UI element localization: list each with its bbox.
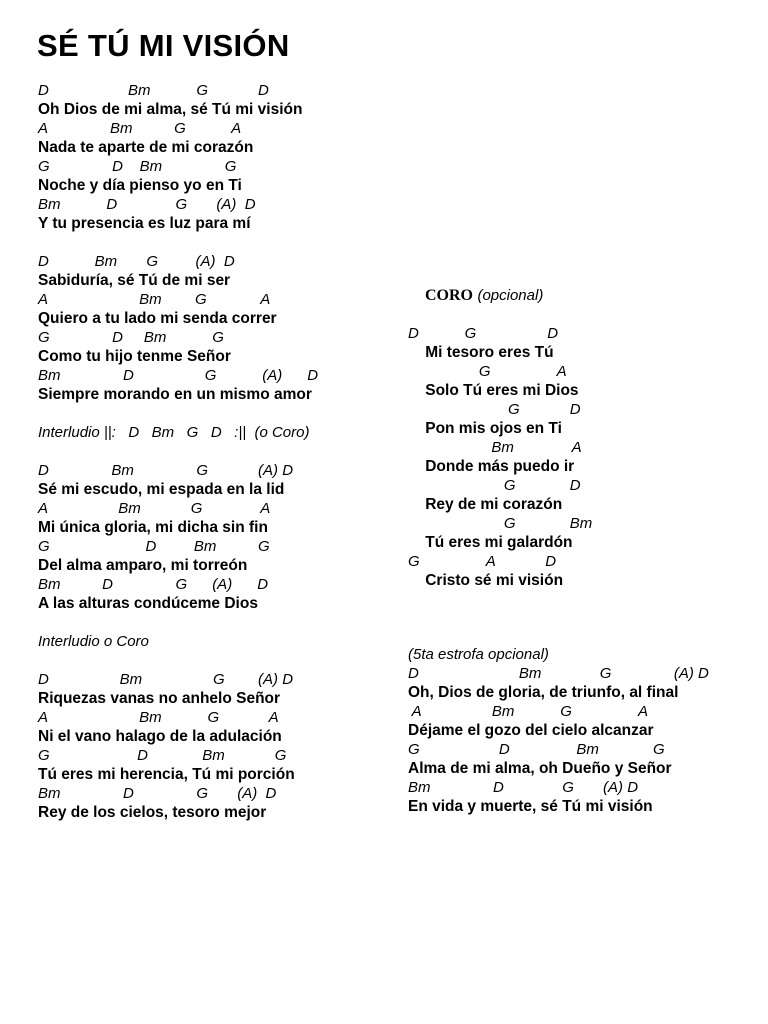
chord-line: D Bm G (A) D	[38, 253, 235, 270]
chorus-header	[408, 286, 748, 305]
chord-line: G D Bm G	[38, 158, 237, 175]
chord-line: D Bm G (A) D	[408, 665, 709, 682]
lyric-line: Sabiduría, sé Tú de mi ser	[38, 272, 231, 289]
spacer	[38, 233, 378, 252]
lyric-line: Nada te aparte de mi corazón	[38, 139, 254, 156]
lyric-line: Tú eres mi herencia, Tú mi porción	[38, 766, 295, 783]
lyric-line: A las alturas condúceme Dios	[38, 595, 258, 612]
spacer	[38, 613, 378, 632]
lyric-line: Oh Dios de mi alma, sé Tú mi visión	[38, 101, 303, 118]
chord-line: A Bm G A	[408, 703, 649, 720]
spacer	[38, 442, 378, 461]
chord-line: Bm A	[408, 439, 582, 456]
chord-line: D Bm G (A) D	[38, 462, 294, 479]
lyric-line: Rey de mi corazón	[408, 496, 563, 513]
chord-line: D G D	[408, 325, 559, 342]
lyric-line: Como tu hijo tenme Señor	[38, 348, 231, 365]
lyric-line: Oh, Dios de gloria, de triunfo, al final	[408, 684, 679, 701]
lyric-line: Solo Tú eres mi Dios	[408, 382, 579, 399]
note-line: (5ta estrofa opcional)	[408, 646, 549, 663]
lyric-line: Tú eres mi galardón	[408, 534, 573, 551]
chord-line: D Bm G D	[38, 82, 269, 99]
lyric-line: Cristo sé mi visión	[408, 572, 564, 589]
chorus-subtitle: (opcional)	[477, 287, 544, 304]
chorus-lines	[408, 324, 748, 590]
lyric-line: Del alma amparo, mi torreón	[38, 557, 248, 574]
lyric-line: Y tu presencia es luz para mí	[38, 215, 251, 232]
lyric-line: Mi única gloria, mi dicha sin fin	[38, 519, 268, 536]
lyric-line: Mi tesoro eres Tú	[408, 344, 554, 361]
lyric-line: Pon mis ojos en Ti	[408, 420, 562, 437]
chord-line: G Bm	[408, 515, 593, 532]
chord-line: G A D	[408, 553, 557, 570]
chord-line: G D Bm G	[38, 747, 287, 764]
lyric-line: Déjame el gozo del cielo alcanzar	[408, 722, 654, 739]
chord-line: Bm D G (A) D	[38, 785, 277, 802]
lyric-line: Riquezas vanas no anhelo Señor	[38, 690, 281, 707]
lyric-line: Noche y día pienso yo en Ti	[38, 177, 242, 194]
chord-line: A Bm G A	[38, 291, 271, 308]
chord-line: G D	[408, 401, 581, 418]
note-line: Interludio ||: D Bm G D :|| (o Coro)	[38, 424, 310, 441]
chord-line: A Bm G A	[38, 500, 271, 517]
verses-left-column	[38, 81, 378, 822]
lyric-line: Alma de mi alma, oh Dueño y Señor	[408, 760, 672, 777]
lyric-line: Quiero a tu lado mi senda correr	[38, 310, 277, 327]
chord-line: G D	[408, 477, 581, 494]
chord-line: G D Bm G	[38, 329, 224, 346]
lyric-line: Sé mi escudo, mi espada en la lid	[38, 481, 285, 498]
chorus-section	[408, 286, 748, 590]
chord-line: Bm D G (A) D	[38, 367, 319, 384]
chord-line: A Bm G A	[38, 120, 242, 137]
lyric-line: En vida y muerte, sé Tú mi visión	[408, 798, 653, 815]
chord-line: A Bm G A	[38, 709, 279, 726]
lyric-line: Donde más puedo ir	[408, 458, 575, 475]
chord-line: Bm D G (A) D	[38, 196, 256, 213]
lyric-line: Ni el vano halago de la adulación	[38, 728, 282, 745]
chord-line: G A	[408, 363, 567, 380]
chord-line: D Bm G (A) D	[38, 671, 294, 688]
chord-line: Bm D G (A) D	[38, 576, 269, 593]
page-title: SÉ TÚ MI VISIÓN	[37, 28, 290, 63]
lyric-line: Rey de los cielos, tesoro mejor	[38, 804, 267, 821]
chord-line: G D Bm G	[408, 741, 665, 758]
chord-line: Bm D G (A) D	[408, 779, 639, 796]
optional-verse-section	[408, 645, 748, 816]
spacer	[38, 404, 378, 423]
lyric-line: Siempre morando en un mismo amor	[38, 386, 312, 403]
chord-line: G D Bm G	[38, 538, 270, 555]
spacer	[38, 651, 378, 670]
chorus-title: CORO	[425, 287, 473, 304]
note-line: Interludio o Coro	[38, 633, 149, 650]
